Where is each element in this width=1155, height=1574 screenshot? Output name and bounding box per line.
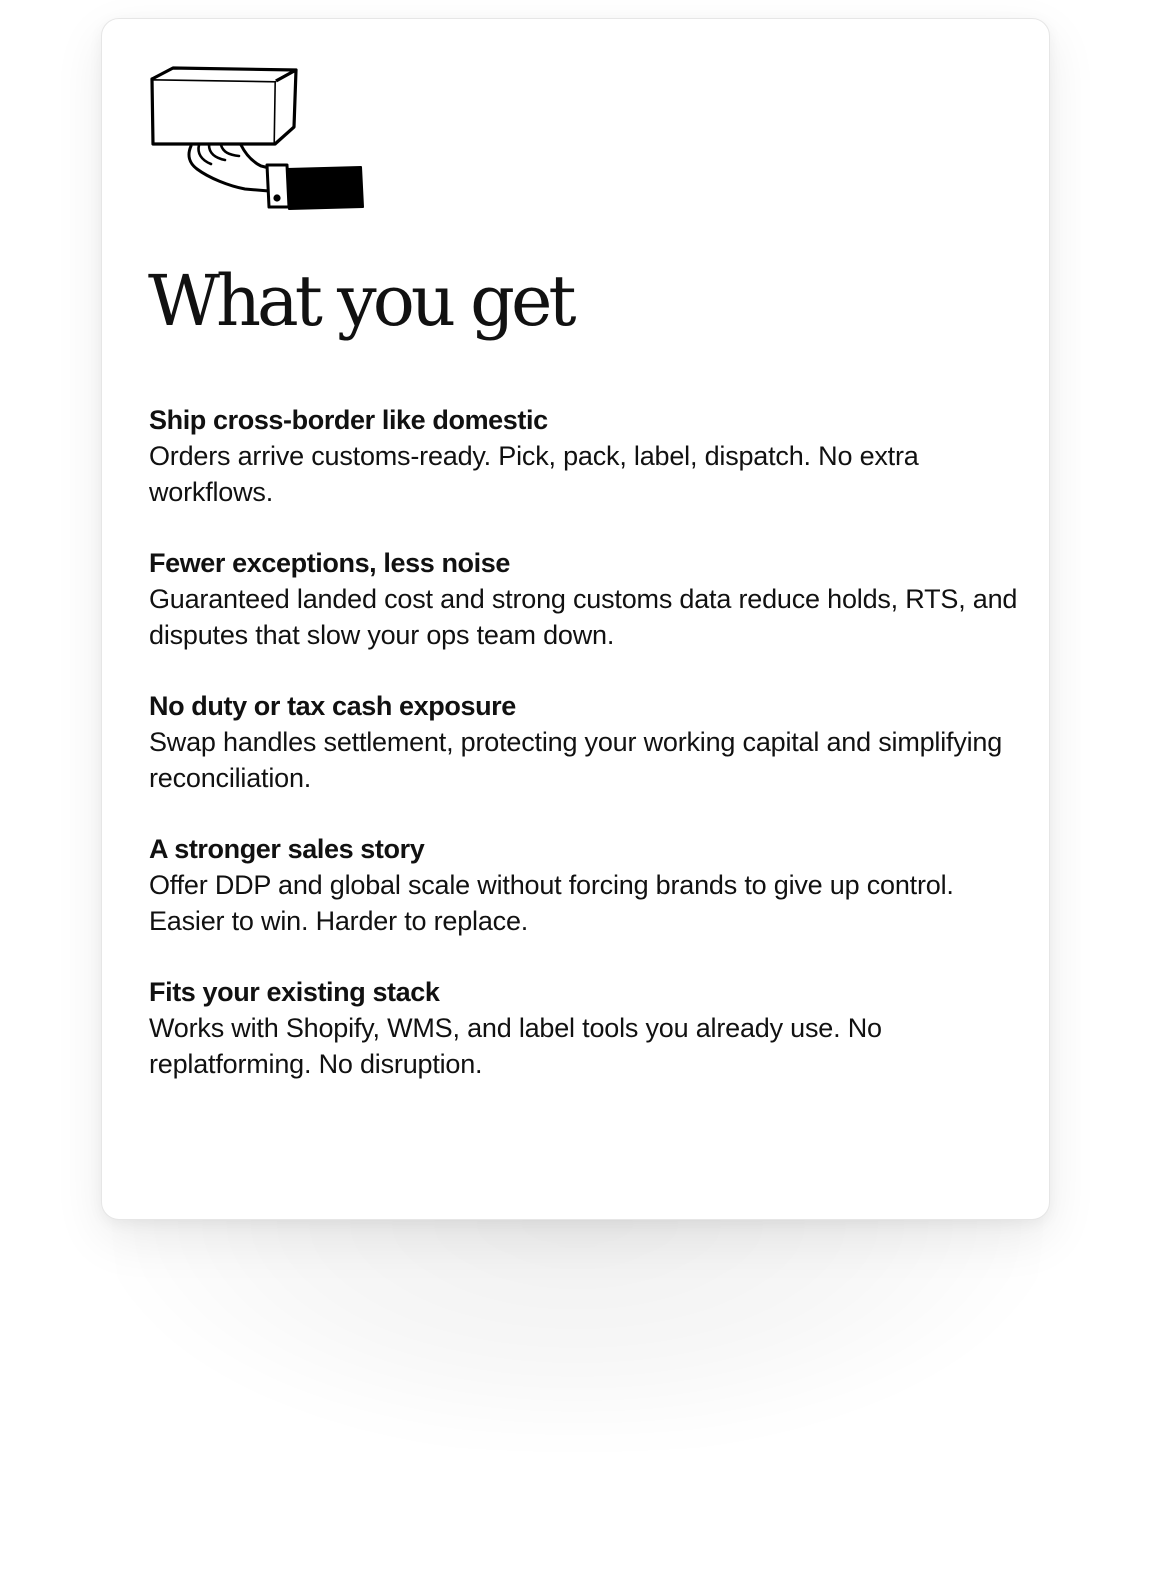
feature-description: Guaranteed landed cost and strong customs data reduce holds, RTS, and disputes that slow your ops team down.: [149, 584, 1018, 650]
feature-title: A stronger sales story: [149, 834, 425, 864]
feature-title: Fewer exceptions, less noise: [149, 548, 510, 578]
feature-description: Orders arrive customs-ready. Pick, pack, label, dispatch. No extra workflows.: [149, 441, 919, 507]
feature-description: Swap handles settlement, protecting your working capital and simplifying reconciliation.: [149, 727, 1003, 793]
feature-item: [149, 974, 1019, 1082]
feature-item: [149, 402, 1019, 510]
feature-title: Fits your existing stack: [149, 977, 440, 1007]
feature-item: [149, 545, 1019, 653]
what-you-get-card: [101, 18, 1050, 1220]
feature-title: Ship cross-border like domestic: [149, 405, 548, 435]
feature-list: [149, 402, 1019, 1117]
feature-description: Works with Shopify, WMS, and label tools you already use. No replatforming. No disruption.: [149, 1013, 882, 1079]
feature-description: Offer DDP and global scale without forcing brands to give up control. Easier to win. Harder to replace.: [149, 870, 954, 936]
feature-title: No duty or tax cash exposure: [149, 691, 516, 721]
page-title: What you get: [148, 260, 573, 342]
feature-item: [149, 831, 1019, 939]
hand-holding-box-icon: [149, 65, 369, 215]
feature-item: [149, 688, 1019, 796]
